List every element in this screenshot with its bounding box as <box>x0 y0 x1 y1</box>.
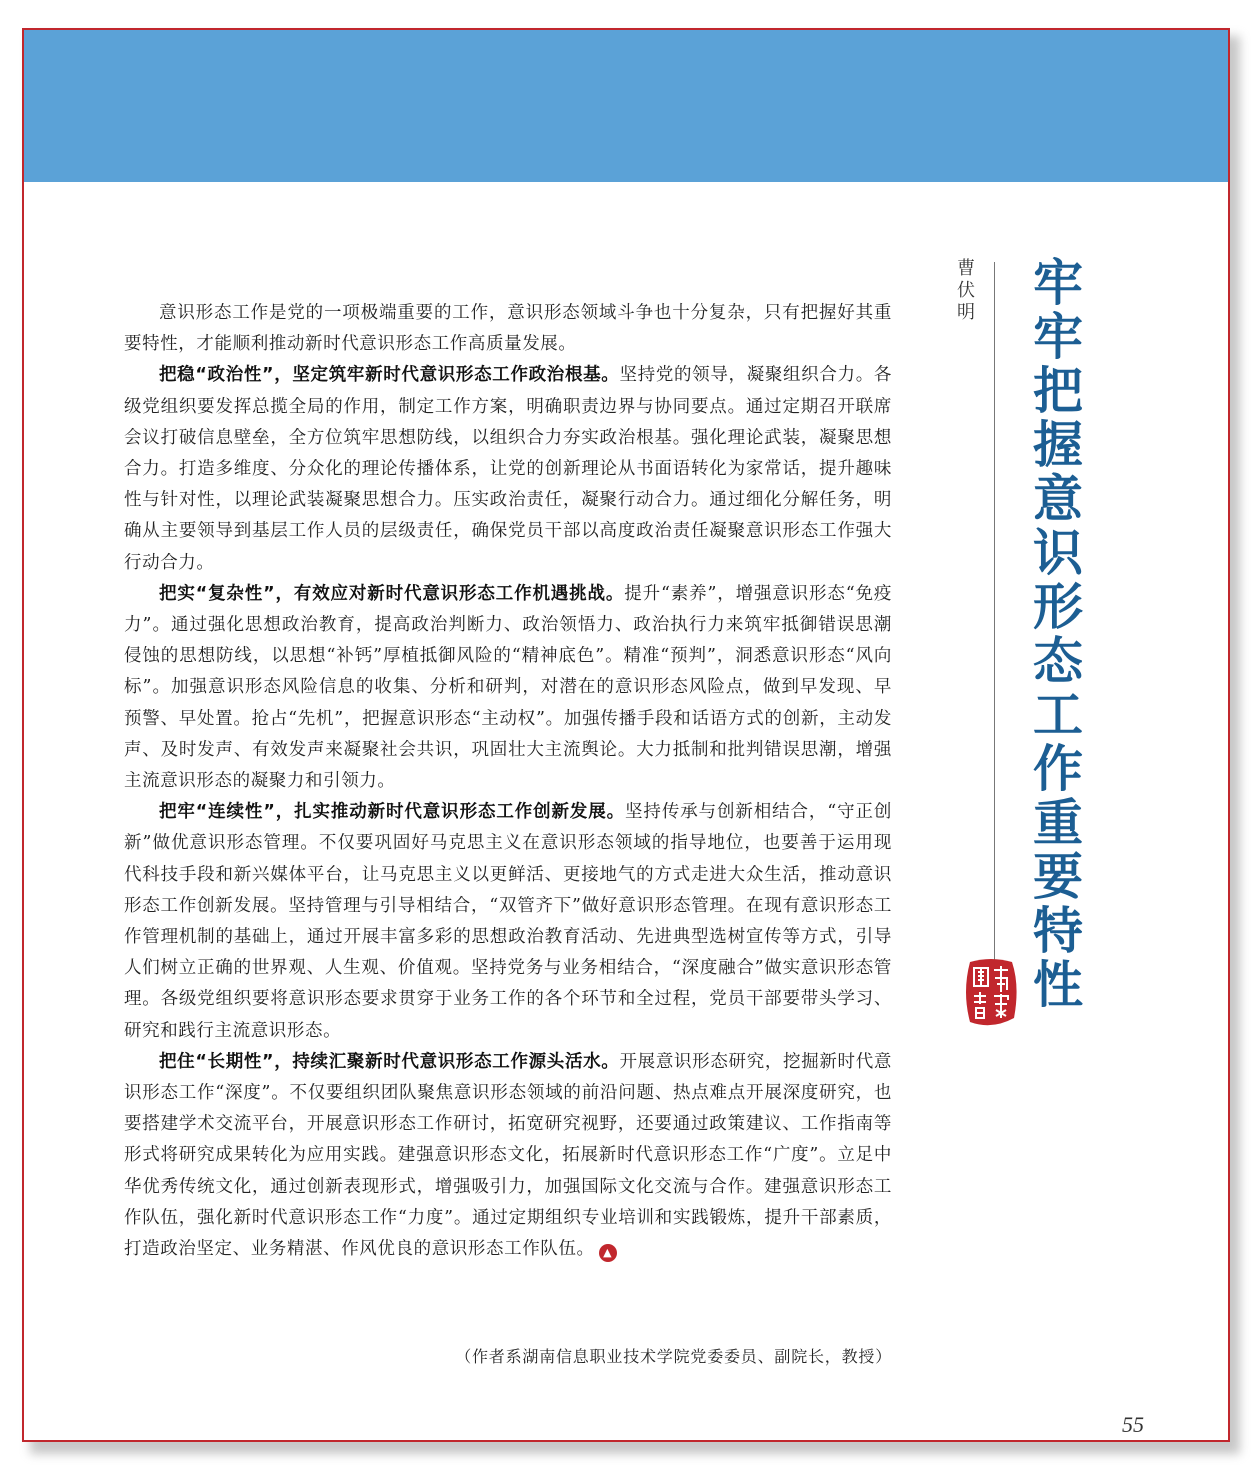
section-lead: 把实“复杂性”，有效应对新时代意识形态工作机遇挑战。 <box>159 583 625 604</box>
section-lead: 把牢“连续性”，扎实推动新时代意识形态工作创新发展。 <box>159 802 626 823</box>
author-name: 曹伏明 <box>954 258 975 324</box>
author-bio: （作者系湖南信息职业技术学院党委委员、副院长，教授） <box>455 1347 892 1366</box>
paragraph-text: 提升“素养”，增强意识形态“免疫力”。通过强化思想政治教育，提高政治判断力、政治领悟力、政治执行力来筑牢抵御错误思潮侵蚀的思想防线，以思想“补钙”厚植抵御风险的“精神底色”。精准“预判”，洞悉意识形态“风向标”。加强意识形态风险信息的收集、分析和研判，对潜在的意识形态风险点，做到早发现、早预警、早处置。抢占“先机”，把握意识形态“主动权”。加强传播手段和话语方式的创新，主动发声、及时发声、有效发声来凝聚社会共识，巩固壮大主流舆论。大力抵制和批判错误思潮，增强主流意识形态的凝聚力和引领力。 <box>124 583 892 792</box>
seal-stamp-icon <box>962 956 1020 1030</box>
article-body <box>124 298 892 1265</box>
section-paragraph-political <box>124 360 892 578</box>
page-number: 55 <box>1122 1412 1144 1437</box>
header-color-band <box>24 30 1228 182</box>
section-paragraph-long-term <box>124 1047 892 1265</box>
article-end-icon: ▲ <box>599 1244 617 1262</box>
section-paragraph-complexity <box>124 579 892 797</box>
paragraph-text: 坚持党的领导，凝聚组织合力。各级党组织要发挥总揽全局的作用，制定工作方案，明确职责边界与协同要点。通过定期召开联席会议打破信息壁垒，全方位筑牢思想防线，以组织合力夯实政治根基。强化理论武装，凝聚思想合力。打造多维度、分众化的理论传播体系，让党的创新理论从书面语转化为家常话，提升趣味性与针对性，以理论武装凝聚思想合力。压实政治责任，凝聚行动合力。通过细化分解任务，明确从主要领导到基层工作人员的层级责任，确保党员干部以高度政治责任凝聚意识形态工作强大行动合力。 <box>124 365 892 573</box>
section-paragraph-continuity <box>124 797 892 1047</box>
paragraph-text: 意识形态工作是党的一项极端重要的工作，意识形态领域斗争也十分复杂，只有把握好其重要特性，才能顺利推动新时代意识形态工作高质量发展。 <box>124 303 892 355</box>
intro-paragraph <box>124 298 892 360</box>
paragraph-text: 开展意识形态研究，挖掘新时代意识形态工作“深度”。不仅要组织团队聚焦意识形态领域的前沿问题、热点难点开展深度研究，也要搭建学术交流平台，开展意识形态工作研讨，拓宽研究视野，还要通过政策建议、工作指南等形式将研究成果转化为应用实践。建强意识形态文化，拓展新时代意识形态工作“广度”。立足中华优秀传统文化，通过创新表现形式，增强吸引力，加强国际文化交流与合作。建强意识形态工作队伍，强化新时代意识形态工作“力度”。通过定期组织专业培训和实践锻炼，提升干部素质，打造政治坚定、业务精湛、作风优良的意识形态工作队伍。 <box>124 1051 892 1260</box>
article-title: 牢牢把握意识形态工作重要特性 <box>1025 256 1083 1012</box>
magazine-page <box>22 28 1230 1442</box>
paragraph-text: 坚持传承与创新相结合，“守正创新”做优意识形态管理。不仅要巩固好马克思主义在意识形态领域的指导地位，也要善于运用现代科技手段和新兴媒体平台，让马克思主义以更鲜活、更接地气的方式走进大众生活，推动意识形态工作创新发展。坚持管理与引导相结合，“双管齐下”做好意识形态管理。在现有意识形态工作管理机制的基础上，通过开展丰富多彩的思想政治教育活动、先进典型选树宣传等方式，引导人们树立正确的世界观、人生观、价值观。坚持党务与业务相结合，“深度融合”做实意识形态管理。各级党组织要将意识形态要求贯穿于业务工作的各个环节和全过程，党员干部要带头学习、研究和践行主流意识形态。 <box>124 802 892 1041</box>
section-lead: 把住“长期性”，持续汇聚新时代意识形态工作源头活水。 <box>159 1051 620 1072</box>
vertical-divider <box>994 262 995 962</box>
section-lead: 把稳“政治性”，坚定筑牢新时代意识形态工作政治根基。 <box>159 365 620 386</box>
